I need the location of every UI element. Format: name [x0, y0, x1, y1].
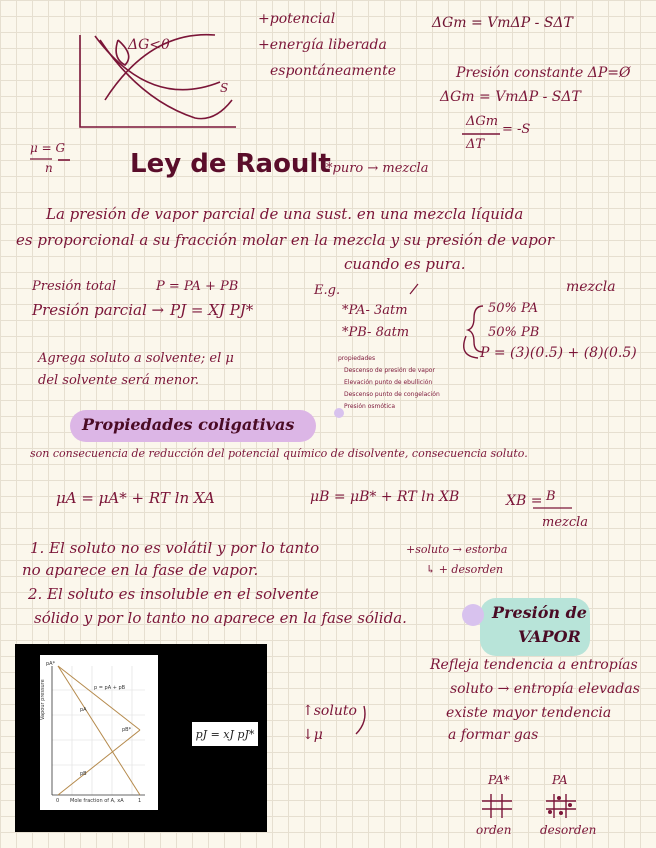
note-potencial: +potencial	[258, 11, 336, 27]
property-item: Elevación punto de ebullición	[344, 379, 433, 386]
coligativas-title: Propiedades coligativas	[82, 415, 295, 434]
pa-label: PA	[552, 773, 568, 787]
pressure-result: P = (3)(0.5) + (8)(0.5)	[480, 345, 637, 361]
presion-total-eq: P = PA + PB	[156, 279, 239, 294]
vapor-line-2: soluto → entropía elevadas	[450, 681, 640, 697]
presion-total-label: Presión total	[32, 279, 116, 294]
properties-header: propiedades	[338, 355, 376, 362]
plot-x0: 0	[56, 798, 60, 804]
raoult-formula-box: pJ = xJ pJ*	[192, 722, 258, 746]
property-item: Descenso punto de congelación	[344, 391, 440, 398]
note-energia: +energía liberada	[258, 37, 387, 53]
plot-p-label: p = pA + pB	[94, 685, 126, 691]
definition-line-1: La presión de vapor parcial de una sust. en una mezcla líquida	[46, 205, 524, 223]
dgm-equation-2: ΔGm = VmΔP - SΔT	[440, 89, 581, 105]
pa-value: *PA- 3atm	[342, 303, 408, 318]
mu-eq-num: μ = G	[30, 141, 66, 155]
curve-label: S	[220, 81, 229, 95]
highlight-dot	[334, 408, 344, 418]
plot-pb: pB	[80, 771, 87, 777]
vapor-title-2: VAPOR	[518, 627, 581, 646]
derivative-den: ΔT	[466, 137, 485, 152]
coligativas-line: son consecuencia de reducción del potencial químico de disolvente, consecuencia soluto.	[30, 447, 528, 460]
plot-pb-star: pB*	[122, 727, 132, 733]
entropy-note-2: ↳ + desorden	[426, 563, 504, 576]
property-item: Presión osmótica	[344, 403, 396, 410]
orden-label: orden	[476, 823, 512, 837]
derivative-rhs: = -S	[502, 122, 531, 137]
title-side-note: *puro → mezcla	[326, 161, 429, 176]
plot-pa-star: pA*	[46, 661, 56, 667]
mu-a-equation: μA = μA* + RT ln XA	[56, 489, 215, 507]
mezcla-label: mezcla	[566, 279, 616, 295]
fraction-a: 50% PA	[488, 301, 538, 316]
presion-constante: Presión constante ΔP=Ø	[456, 65, 631, 81]
vapor-line-3: existe mayor tendencia	[446, 705, 612, 721]
presion-parcial-label: Presión parcial →	[32, 301, 165, 319]
vapor-line-4: a formar gas	[448, 727, 539, 743]
page-title: Ley de Raoult	[130, 149, 331, 179]
pb-value: *PB- 8atm	[342, 325, 410, 340]
derivative-num: ΔGm	[466, 114, 499, 129]
assumption-2b: sólido y por lo tanto no aparece en la fase sólida.	[34, 609, 407, 627]
fraction-b: 50% PB	[488, 325, 540, 340]
highlight-dot	[462, 604, 484, 626]
dgm-equation: ΔGm = VmΔP - SΔT	[432, 15, 573, 31]
vapor-title-1: Presión de	[492, 603, 587, 622]
mu-b-equation: μB = μB* + RT ln XB	[310, 489, 460, 505]
definition-line-3: cuando es pura.	[344, 255, 466, 273]
entropy-note-1: +soluto → estorba	[406, 543, 508, 556]
solute-note-1: Agrega soluto a solvente; el μ	[38, 351, 234, 366]
plot-pa: pA	[80, 707, 87, 713]
eg-label: E.g.	[314, 283, 341, 298]
assumption-1b: no aparece en la fase de vapor.	[22, 561, 259, 579]
xb-lhs: XB =	[506, 493, 543, 509]
xb-den: mezcla	[542, 515, 589, 530]
raoult-plot	[40, 655, 158, 810]
dg-label: ΔG<0	[128, 37, 170, 53]
assumption-2a: 2. El soluto es insoluble en el solvente	[28, 585, 319, 603]
pa-star-label: PA*	[488, 773, 510, 787]
property-item: Descenso de presión de vapor	[344, 367, 435, 374]
assumption-1a: 1. El soluto no es volátil y por lo tanto	[30, 539, 320, 557]
mu-eq-den: n	[45, 161, 53, 175]
solute-note-2: del solvente será menor.	[38, 373, 200, 388]
note-espontaneo: espontáneamente	[270, 63, 396, 79]
soluto-up: ↑soluto	[302, 703, 357, 719]
plot-x1: 1	[138, 798, 142, 804]
desorden-label: desorden	[540, 823, 597, 837]
mu-down: ↓μ	[302, 727, 323, 743]
plot-xlabel: Mole fraction of A, xA	[70, 798, 124, 804]
plot-ylabel: Vapour pressure	[40, 679, 46, 720]
vapor-line-1: Refleja tendencia a entropías	[430, 657, 638, 673]
xb-num: B	[546, 489, 556, 504]
definition-line-2: es proporcional a su fracción molar en la mezcla y su presión de vapor	[16, 231, 555, 249]
presion-parcial-eq: PJ = XJ PJ*	[170, 301, 254, 319]
